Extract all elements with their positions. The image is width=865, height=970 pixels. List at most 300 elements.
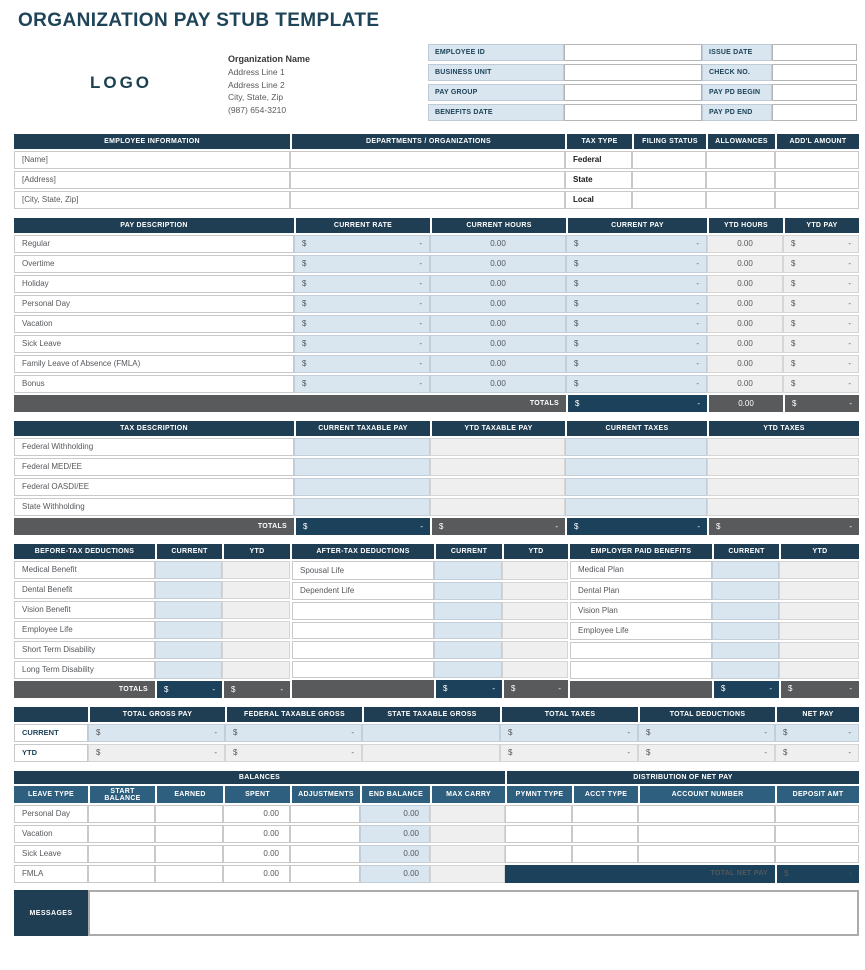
adjustments-cell[interactable] xyxy=(290,825,360,843)
pay-row xyxy=(14,235,859,253)
ytd-pay-cell[interactable] xyxy=(783,275,859,293)
organization-name: Organization Name xyxy=(228,54,311,64)
allowances-cell[interactable] xyxy=(706,171,775,189)
pay-description: Vacation xyxy=(14,315,294,333)
amount-placeholder: - xyxy=(419,359,422,368)
current-rate-cell[interactable] xyxy=(294,375,430,393)
field-value-pay-pd-end[interactable] xyxy=(772,104,857,121)
col-employee-information: EMPLOYEE INFORMATION xyxy=(14,134,290,149)
total-gross-pay-cell xyxy=(88,724,225,742)
deductions-section xyxy=(14,542,859,700)
current-rate-cell[interactable] xyxy=(294,235,430,253)
tax-description: Federal MED/EE xyxy=(14,458,294,476)
field-label-employee-id: EMPLOYEE ID xyxy=(428,44,564,61)
currency-symbol: $ xyxy=(511,684,516,694)
ytd-taxes-cell[interactable] xyxy=(707,438,859,456)
summary-table-header xyxy=(14,707,859,722)
ytd-taxable-pay-cell[interactable] xyxy=(430,498,565,516)
deduction-ytd-cell[interactable] xyxy=(502,582,568,601)
current-pay-cell[interactable] xyxy=(566,335,707,353)
account-number-cell[interactable] xyxy=(638,805,775,823)
tax-table-header xyxy=(14,421,859,436)
benefits-totals-spacer xyxy=(570,681,712,698)
balance-row xyxy=(14,825,859,843)
max-carry-cell[interactable] xyxy=(430,845,505,863)
current-hours-cell[interactable]: 0.00 xyxy=(430,275,566,293)
totals-deduction-current xyxy=(155,681,222,698)
pymnt-type-cell[interactable] xyxy=(505,825,572,843)
currency-symbol: $ xyxy=(721,684,726,694)
current-taxes-cell[interactable] xyxy=(565,498,707,516)
current-hours-cell[interactable]: 0.00 xyxy=(430,235,566,253)
amount-placeholder: - xyxy=(848,279,851,288)
ytd-taxes-cell[interactable] xyxy=(707,498,859,516)
filing-status-cell[interactable] xyxy=(632,151,706,169)
current-rate-cell[interactable] xyxy=(294,335,430,353)
currency-symbol: $ xyxy=(302,299,307,308)
currency-symbol: $ xyxy=(574,239,579,248)
amount-placeholder: - xyxy=(214,728,217,737)
max-carry-cell[interactable] xyxy=(430,865,505,883)
pay-table xyxy=(14,216,859,414)
tax-row xyxy=(14,478,859,496)
spent-cell[interactable]: 0.00 xyxy=(223,865,290,883)
deduction-ytd-cell[interactable] xyxy=(222,661,290,679)
ytd-hours-cell[interactable]: 0.00 xyxy=(707,315,783,333)
current-taxes-cell[interactable] xyxy=(565,458,707,476)
currency-symbol: $ xyxy=(439,521,444,531)
currency-symbol: $ xyxy=(302,239,307,248)
employee-address-cell[interactable]: [Address] xyxy=(14,171,290,189)
current-taxable-pay-cell[interactable] xyxy=(294,478,430,496)
current-hours-cell[interactable]: 0.00 xyxy=(430,335,566,353)
amount-placeholder: - xyxy=(351,728,354,737)
deposit-amt-cell[interactable] xyxy=(775,845,859,863)
ytd-taxable-pay-cell[interactable] xyxy=(430,438,565,456)
start-balance-cell[interactable] xyxy=(88,845,155,863)
current-rate-cell[interactable] xyxy=(294,355,430,373)
department-cell[interactable] xyxy=(290,151,565,169)
current-pay-cell[interactable] xyxy=(566,255,707,273)
amount-placeholder: - xyxy=(848,239,851,248)
benefit-current-cell[interactable] xyxy=(712,661,779,678)
acct-type-cell[interactable] xyxy=(572,805,638,823)
col-current-rate: CURRENT RATE xyxy=(294,218,430,233)
spent-cell[interactable]: 0.00 xyxy=(223,805,290,823)
employee-row xyxy=(14,191,859,209)
col-current-taxable-pay: CURRENT TAXABLE PAY xyxy=(294,421,430,436)
field-value-issue-date[interactable] xyxy=(772,44,857,61)
currency-symbol: $ xyxy=(574,299,579,308)
col-summary-spacer xyxy=(14,707,88,722)
col-leave-type: LEAVE TYPE xyxy=(14,786,88,803)
total-gross-pay-cell xyxy=(88,744,225,762)
deduction-ytd-cell[interactable] xyxy=(502,641,568,659)
totals-ytd-hours: 0.00 xyxy=(707,395,783,412)
col-current: CURRENT xyxy=(155,544,222,559)
account-number-cell[interactable] xyxy=(638,845,775,863)
benefit-label: Employee Life xyxy=(570,622,712,640)
ytd-pay-cell[interactable] xyxy=(783,335,859,353)
amount-placeholder: - xyxy=(769,684,772,694)
current-pay-cell[interactable] xyxy=(566,315,707,333)
benefit-ytd-cell[interactable] xyxy=(779,602,859,620)
col-pymnt-type: PYMNT TYPE xyxy=(505,786,572,803)
current-hours-cell[interactable]: 0.00 xyxy=(430,315,566,333)
pay-row xyxy=(14,375,859,393)
col-addl-amount: ADD'L AMOUNT xyxy=(775,134,859,149)
ytd-pay-cell[interactable] xyxy=(783,375,859,393)
current-hours-cell[interactable]: 0.00 xyxy=(430,375,566,393)
messages-input-box[interactable] xyxy=(88,890,859,936)
benefit-current-cell[interactable] xyxy=(712,581,779,599)
allowances-cell[interactable] xyxy=(706,191,775,209)
current-taxable-pay-cell[interactable] xyxy=(294,458,430,476)
currency-symbol: $ xyxy=(575,398,580,408)
deduction-current-cell[interactable] xyxy=(155,561,222,579)
pay-description: Sick Leave xyxy=(14,335,294,353)
federal-taxable-gross-cell xyxy=(225,744,362,762)
deduction-current-cell[interactable] xyxy=(155,581,222,599)
acct-type-cell[interactable] xyxy=(572,825,638,843)
current-hours-cell[interactable]: 0.00 xyxy=(430,355,566,373)
field-value-benefits-date[interactable] xyxy=(564,104,702,121)
currency-symbol: $ xyxy=(574,339,579,348)
ytd-hours-cell[interactable]: 0.00 xyxy=(707,275,783,293)
current-pay-cell[interactable] xyxy=(566,375,707,393)
addl-amount-cell[interactable] xyxy=(775,191,859,209)
addl-amount-cell[interactable] xyxy=(775,151,859,169)
total-net-pay-cell xyxy=(775,865,859,883)
ytd-pay-cell[interactable] xyxy=(783,355,859,373)
amount-placeholder: - xyxy=(419,299,422,308)
employee-city-cell[interactable]: [City, State, Zip] xyxy=(14,191,290,209)
deduction-ytd-cell[interactable] xyxy=(222,641,290,659)
benefit-label: Dental Plan xyxy=(570,581,712,599)
col-after-tax-deductions: AFTER-TAX DEDUCTIONS xyxy=(292,544,434,559)
organization-info xyxy=(228,44,428,121)
col-account-number: ACCOUNT NUMBER xyxy=(638,786,775,803)
benefit-current-cell[interactable] xyxy=(712,622,779,640)
ytd-hours-cell[interactable]: 0.00 xyxy=(707,375,783,393)
ytd-hours-cell[interactable]: 0.00 xyxy=(707,235,783,253)
pay-row xyxy=(14,255,859,273)
pay-description: Personal Day xyxy=(14,295,294,313)
amount-placeholder: - xyxy=(214,748,217,757)
col-total-taxes: TOTAL TAXES xyxy=(500,707,638,722)
organization-city: City, State, Zip xyxy=(228,92,284,102)
employee-name-cell[interactable]: [Name] xyxy=(14,151,290,169)
benefit-current-cell[interactable] xyxy=(712,642,779,659)
currency-symbol: $ xyxy=(791,339,796,348)
ytd-pay-cell[interactable] xyxy=(783,235,859,253)
distribution-section-title: DISTRIBUTION OF NET PAY xyxy=(505,771,859,784)
field-value-employee-id[interactable] xyxy=(564,44,702,61)
max-carry-cell[interactable] xyxy=(430,805,505,823)
current-rate-cell[interactable] xyxy=(294,315,430,333)
amount-placeholder: - xyxy=(419,379,422,388)
deduction-ytd-cell[interactable] xyxy=(502,561,568,580)
ytd-hours-cell[interactable]: 0.00 xyxy=(707,335,783,353)
currency-symbol: $ xyxy=(791,239,796,248)
col-adjustments: ADJUSTMENTS xyxy=(290,786,360,803)
benefit-current-cell[interactable] xyxy=(712,602,779,620)
benefit-current-cell[interactable] xyxy=(712,561,779,579)
currency-symbol: $ xyxy=(574,319,579,328)
deduction-ytd-cell[interactable] xyxy=(222,601,290,619)
benefit-ytd-cell[interactable] xyxy=(779,661,859,678)
amount-placeholder: - xyxy=(212,684,215,694)
deduction-current-cell[interactable] xyxy=(155,621,222,639)
department-cell[interactable] xyxy=(290,171,565,189)
currency-symbol: $ xyxy=(791,379,796,388)
max-carry-cell[interactable] xyxy=(430,825,505,843)
amount-placeholder: - xyxy=(848,748,851,757)
col-ytd: YTD xyxy=(502,544,568,559)
ytd-taxable-pay-cell[interactable] xyxy=(430,458,565,476)
benefit-ytd-cell[interactable] xyxy=(779,581,859,599)
spent-cell[interactable]: 0.00 xyxy=(223,845,290,863)
benefit-ytd-cell[interactable] xyxy=(779,642,859,659)
deduction-label xyxy=(292,661,434,679)
deduction-current-cell[interactable] xyxy=(155,641,222,659)
adjustments-cell[interactable] xyxy=(290,805,360,823)
deduction-current-cell[interactable] xyxy=(434,602,502,620)
tax-type-federal: Federal xyxy=(565,151,632,169)
currency-symbol: $ xyxy=(508,748,513,757)
currency-symbol: $ xyxy=(574,279,579,288)
filing-status-cell[interactable] xyxy=(632,171,706,189)
field-value-pay-group[interactable] xyxy=(564,84,702,101)
filing-status-cell[interactable] xyxy=(632,191,706,209)
col-ytd-hours: YTD HOURS xyxy=(707,218,783,233)
addl-amount-cell[interactable] xyxy=(775,171,859,189)
col-current: CURRENT xyxy=(434,544,502,559)
col-state-taxable-gross: STATE TAXABLE GROSS xyxy=(362,707,500,722)
pay-description: Family Leave of Absence (FMLA) xyxy=(14,355,294,373)
benefit-ytd-cell[interactable] xyxy=(779,561,859,579)
col-max-carry: MAX CARRY xyxy=(430,786,505,803)
ytd-taxes-cell[interactable] xyxy=(707,478,859,496)
amount-placeholder: - xyxy=(492,684,495,694)
currency-symbol: $ xyxy=(574,521,579,531)
balances-table xyxy=(14,769,859,885)
deduction-label: Dependent Life xyxy=(292,582,434,601)
amount-placeholder: - xyxy=(696,299,699,308)
page-title: ORGANIZATION PAY STUB TEMPLATE xyxy=(18,10,380,31)
deduction-label: Short Term Disability xyxy=(14,641,155,659)
deposit-amt-cell[interactable] xyxy=(775,825,859,843)
ytd-hours-cell[interactable]: 0.00 xyxy=(707,255,783,273)
ytd-pay-cell[interactable] xyxy=(783,295,859,313)
adjustments-cell[interactable] xyxy=(290,865,360,883)
deduction-ytd-cell[interactable] xyxy=(502,661,568,679)
deposit-amt-cell[interactable] xyxy=(775,805,859,823)
totals-current-taxable-pay xyxy=(294,518,430,535)
pay-row xyxy=(14,315,859,333)
amount-placeholder: - xyxy=(419,319,422,328)
pymnt-type-cell[interactable] xyxy=(505,845,572,863)
col-ytd-pay: YTD PAY xyxy=(783,218,859,233)
deduction-label: Employee Life xyxy=(14,621,155,639)
deduction-current-cell[interactable] xyxy=(434,561,502,580)
currency-symbol: $ xyxy=(788,684,793,694)
deductions-totals-spacer xyxy=(292,680,434,698)
current-pay-cell[interactable] xyxy=(566,355,707,373)
start-balance-cell[interactable] xyxy=(88,865,155,883)
current-taxes-cell[interactable] xyxy=(565,438,707,456)
account-number-cell[interactable] xyxy=(638,825,775,843)
currency-symbol: $ xyxy=(302,359,307,368)
start-balance-cell[interactable] xyxy=(88,805,155,823)
deduction-label: Medical Benefit xyxy=(14,561,155,579)
amount-placeholder: - xyxy=(764,748,767,757)
amount-placeholder: - xyxy=(764,728,767,737)
col-tax-description: TAX DESCRIPTION xyxy=(14,421,294,436)
earned-cell[interactable] xyxy=(155,805,223,823)
pay-description: Overtime xyxy=(14,255,294,273)
benefit-ytd-cell[interactable] xyxy=(779,622,859,640)
field-value-check-no[interactable] xyxy=(772,64,857,81)
pay-row xyxy=(14,295,859,313)
field-label-issue-date: ISSUE DATE xyxy=(702,44,772,61)
deduction-current-cell[interactable] xyxy=(434,582,502,601)
balance-row xyxy=(14,805,859,823)
currency-symbol: $ xyxy=(574,359,579,368)
amount-placeholder: - xyxy=(848,319,851,328)
current-taxable-pay-cell[interactable] xyxy=(294,498,430,516)
pay-row xyxy=(14,275,859,293)
col-current-pay: CURRENT PAY xyxy=(566,218,707,233)
current-rate-cell[interactable] xyxy=(294,255,430,273)
current-pay-cell[interactable] xyxy=(566,295,707,313)
acct-type-cell[interactable] xyxy=(572,845,638,863)
deduction-label: Spousal Life xyxy=(292,561,434,580)
logo-placeholder: LOGO xyxy=(89,72,153,92)
current-hours-cell[interactable]: 0.00 xyxy=(430,295,566,313)
current-pay-cell[interactable] xyxy=(566,275,707,293)
deduction-ytd-cell[interactable] xyxy=(222,581,290,599)
current-rate-cell[interactable] xyxy=(294,275,430,293)
col-employer-paid-benefits: EMPLOYER PAID BENEFITS xyxy=(570,544,712,559)
current-taxable-pay-cell[interactable] xyxy=(294,438,430,456)
deduction-ytd-cell[interactable] xyxy=(502,602,568,620)
tax-description: Federal Withholding xyxy=(14,438,294,456)
amount-placeholder: - xyxy=(419,259,422,268)
deduction-current-cell[interactable] xyxy=(155,661,222,679)
current-rate-cell[interactable] xyxy=(294,295,430,313)
deduction-ytd-cell[interactable] xyxy=(222,561,290,579)
state-taxable-gross-cell[interactable] xyxy=(362,724,500,742)
pymnt-type-cell[interactable] xyxy=(505,805,572,823)
organization-phone: (987) 654-3210 xyxy=(228,104,287,115)
allowances-cell[interactable] xyxy=(706,151,775,169)
current-taxes-cell[interactable] xyxy=(565,478,707,496)
stub-header-fields xyxy=(428,44,859,121)
ytd-taxable-pay-cell[interactable] xyxy=(430,478,565,496)
ytd-pay-cell[interactable] xyxy=(783,315,859,333)
deduction-current-cell[interactable] xyxy=(155,601,222,619)
ytd-pay-cell[interactable] xyxy=(783,255,859,273)
logo-area xyxy=(14,44,228,121)
current-hours-cell[interactable]: 0.00 xyxy=(430,255,566,273)
current-pay-cell[interactable] xyxy=(566,235,707,253)
benefit-label xyxy=(570,642,712,659)
deduction-label: Vision Benefit xyxy=(14,601,155,619)
currency-symbol: $ xyxy=(302,319,307,328)
end-balance-cell: 0.00 xyxy=(360,825,430,843)
organization-address1: Address Line 1 xyxy=(228,67,285,77)
department-cell[interactable] xyxy=(290,191,565,209)
summary-row-label: CURRENT xyxy=(14,724,88,742)
state-taxable-gross-cell[interactable] xyxy=(362,744,500,762)
currency-symbol: $ xyxy=(302,339,307,348)
balances-column-header xyxy=(14,786,859,803)
col-start-balance: START BALANCE xyxy=(88,786,155,803)
ytd-taxes-cell[interactable] xyxy=(707,458,859,476)
earned-cell[interactable] xyxy=(155,825,223,843)
amount-placeholder: - xyxy=(627,728,630,737)
deduction-ytd-cell[interactable] xyxy=(222,621,290,639)
amount-placeholder: - xyxy=(696,359,699,368)
leave-type-label: Vacation xyxy=(14,825,88,843)
currency-symbol: $ xyxy=(96,748,101,757)
amount-placeholder: - xyxy=(696,259,699,268)
deduction-current-cell[interactable] xyxy=(434,641,502,659)
summary-current-row xyxy=(14,724,859,742)
amount-placeholder: - xyxy=(697,398,700,408)
employee-row xyxy=(14,171,859,189)
field-label-pay-group: PAY GROUP xyxy=(428,84,564,101)
col-end-balance: END BALANCE xyxy=(360,786,430,803)
amount-placeholder: - xyxy=(848,379,851,388)
pay-totals-row xyxy=(14,395,859,412)
amount-placeholder: - xyxy=(280,684,283,694)
pay-row xyxy=(14,355,859,373)
ytd-hours-cell[interactable]: 0.00 xyxy=(707,295,783,313)
currency-symbol: $ xyxy=(96,728,101,737)
col-federal-taxable-gross: FEDERAL TAXABLE GROSS xyxy=(225,707,362,722)
deduction-ytd-cell[interactable] xyxy=(502,622,568,640)
totals-ytd-taxable-pay xyxy=(430,518,565,535)
pay-totals-label: TOTALS xyxy=(14,395,566,412)
amount-placeholder: - xyxy=(848,359,851,368)
ytd-hours-cell[interactable]: 0.00 xyxy=(707,355,783,373)
adjustments-cell[interactable] xyxy=(290,845,360,863)
deduction-current-cell[interactable] xyxy=(434,661,502,679)
organization-address2: Address Line 2 xyxy=(228,79,285,90)
field-label-business-unit: BUSINESS UNIT xyxy=(428,64,564,81)
spent-cell[interactable]: 0.00 xyxy=(223,825,290,843)
currency-symbol: $ xyxy=(783,748,788,757)
col-before-tax-deductions: BEFORE-TAX DEDUCTIONS xyxy=(14,544,155,559)
currency-symbol: $ xyxy=(574,379,579,388)
total-taxes-cell xyxy=(500,744,638,762)
earned-cell[interactable] xyxy=(155,865,223,883)
col-net-pay: NET PAY xyxy=(775,707,859,722)
start-balance-cell[interactable] xyxy=(88,825,155,843)
col-total-deductions: TOTAL DEDUCTIONS xyxy=(638,707,775,722)
field-value-business-unit[interactable] xyxy=(564,64,702,81)
deduction-current-cell[interactable] xyxy=(434,622,502,640)
currency-symbol: $ xyxy=(792,398,797,408)
earned-cell[interactable] xyxy=(155,845,223,863)
end-balance-cell: 0.00 xyxy=(360,865,430,883)
field-value-pay-pd-begin[interactable] xyxy=(772,84,857,101)
col-allowances: ALLOWANCES xyxy=(706,134,775,149)
amount-placeholder: - xyxy=(848,299,851,308)
col-current-hours: CURRENT HOURS xyxy=(430,218,566,233)
